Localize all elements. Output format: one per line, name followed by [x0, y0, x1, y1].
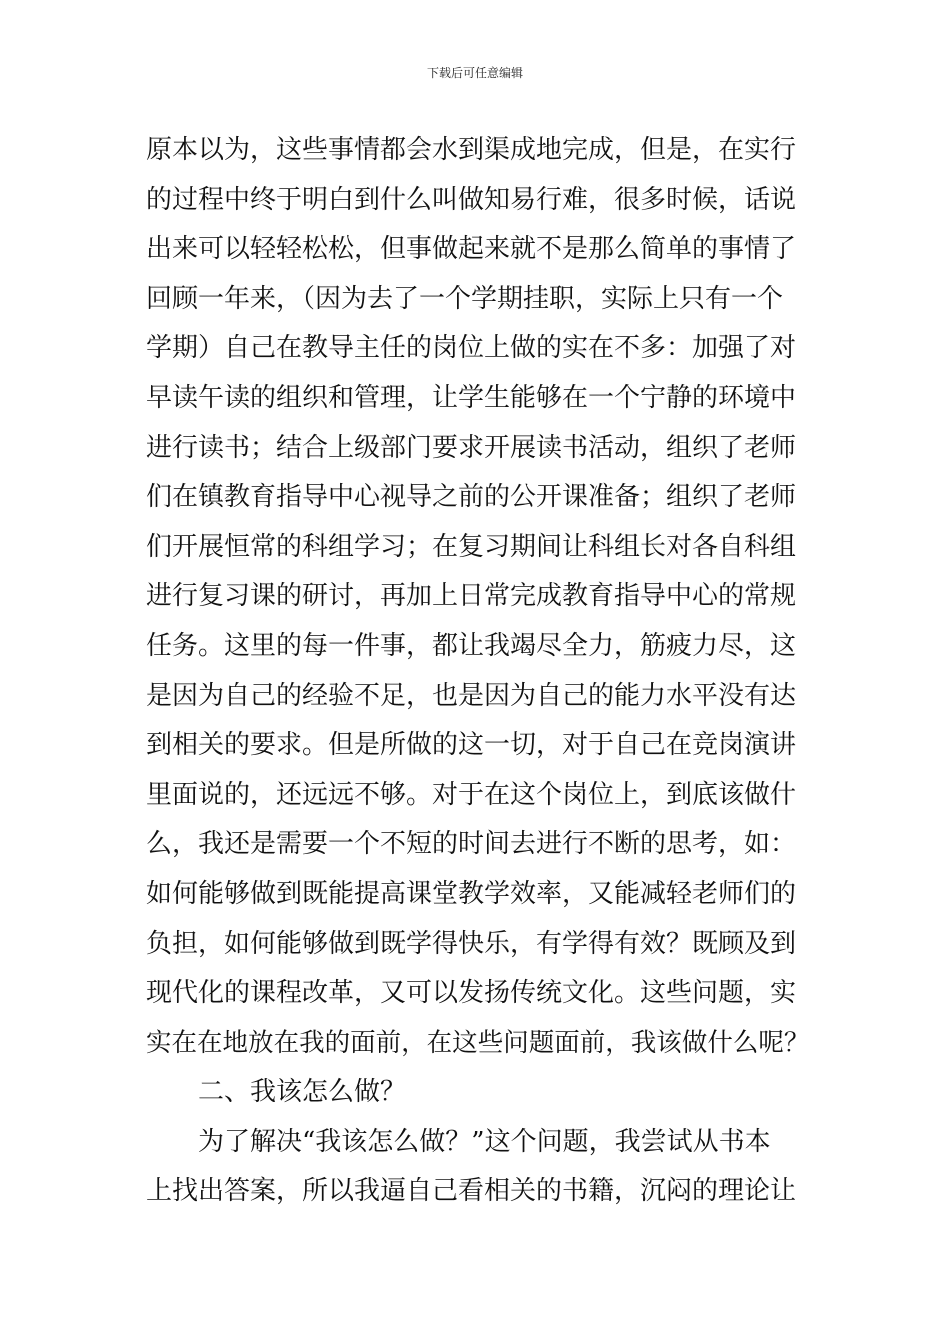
text-line: 实在在地放在我的面前，在这些问题面前，我该做什么呢？	[146, 1027, 810, 1058]
text-line: 回顾一年来，（因为去了一个学期挂职，实际上只有一个	[146, 283, 784, 314]
text-line: 么，我还是需要一个不短的时间去进行不断的思考，如：	[146, 829, 797, 860]
text-line: 早读午读的组织和管理，让学生能够在一个宁静的环境中	[146, 382, 797, 413]
section-heading: 二、我该怎么做？	[198, 1077, 407, 1108]
text-line: 为了解决“我该怎么做？”这个问题，我尝试从书本	[198, 1126, 771, 1157]
text-line: 如何能够做到既能提高课堂教学效率，又能减轻老师们的	[146, 878, 797, 909]
text-line: 上找出答案，所以我逼自己看相关的书籍，沉闷的理论让	[146, 1176, 797, 1207]
text-line: 原本以为，这些事情都会水到渠成地完成，但是，在实行	[146, 135, 797, 165]
text-line: 们开展恒常的科组学习；在复习期间让科组长对各自科组	[146, 531, 797, 562]
text-line: 任务。这里的每一件事，都让我竭尽全力，筋疲力尽，这	[146, 630, 797, 661]
page-header: 下载后可任意编辑	[426, 66, 523, 80]
document-body	[146, 126, 810, 1217]
text-line: 到相关的要求。但是所做的这一切，对于自己在竞岗演讲	[146, 730, 797, 761]
text-line: 负担，如何能够做到既学得快乐，有学得有效？既顾及到	[146, 928, 797, 959]
text-line: 进行复习课的研讨，再加上日常完成教育指导中心的常规	[146, 581, 797, 612]
text-line: 进行读书；结合上级部门要求开展读书活动，组织了老师	[146, 432, 797, 463]
text-line: 出来可以轻轻松松，但事做起来就不是那么简单的事情了	[146, 234, 797, 265]
text-line: 是因为自己的经验不足，也是因为自己的能力水平没有达	[146, 680, 797, 711]
text-line: 里面说的，还远远不够。对于在这个岗位上，到底该做什	[146, 779, 797, 810]
text-line: 们在镇教育指导中心视导之前的公开课准备；组织了老师	[146, 482, 797, 513]
text-line: 学期）自己在教导主任的岗位上做的实在不多：加强了对	[146, 333, 797, 364]
text-line: 的过程中终于明白到什么叫做知易行难，很多时候，话说	[146, 184, 797, 215]
text-line: 现代化的课程改革，又可以发扬传统文化。这些问题，实	[146, 978, 797, 1009]
